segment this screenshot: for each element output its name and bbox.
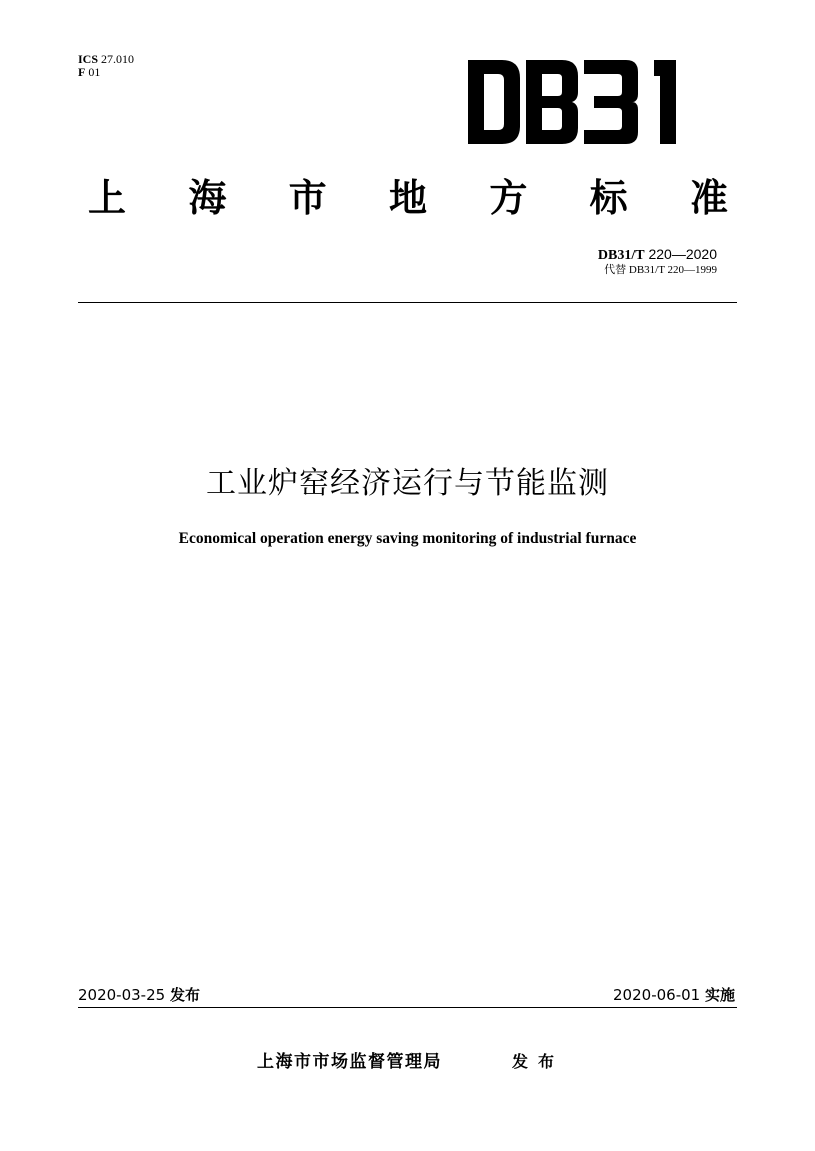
issuing-authority: 上海市市场监督管理局 <box>257 1052 442 1072</box>
banner-char: 海 <box>188 176 227 220</box>
issue-action: 发布 <box>512 1052 565 1071</box>
standard-number-prefix: DB31/T <box>597 248 645 263</box>
banner-char: 方 <box>489 176 528 220</box>
standard-number <box>598 246 717 264</box>
document-title-english: Economical operation energy saving monitoring of industrial furnace <box>178 530 637 547</box>
ccs-label: F <box>78 65 86 79</box>
document-title: 工业炉窑经济运行与节能监测 <box>206 466 609 501</box>
ics-label: ICS <box>78 52 99 66</box>
ics-code: 27.010 <box>101 52 135 66</box>
banner-char: 标 <box>589 176 628 220</box>
publish-label: 发布 <box>169 986 200 1004</box>
implement-date: 2020-06-01 <box>613 986 701 1004</box>
publish-date-block <box>78 984 200 1005</box>
classification-codes <box>78 53 134 79</box>
ccs-code: 01 <box>88 65 101 79</box>
banner-char: 上 <box>88 176 127 220</box>
banner-char: 市 <box>288 176 327 220</box>
bottom-divider <box>78 1007 737 1008</box>
replaces-standard: 代替 DB31/T 220—1999 <box>604 264 717 276</box>
ccs-line <box>78 66 134 79</box>
standard-number-block <box>598 246 717 277</box>
implement-date-block <box>613 984 735 1005</box>
standard-type-banner <box>88 167 728 222</box>
banner-char: 准 <box>689 176 728 220</box>
db31-logo <box>468 60 692 144</box>
publish-date: 2020-03-25 <box>78 986 166 1004</box>
implement-label: 实施 <box>704 986 735 1004</box>
top-divider <box>78 302 737 303</box>
banner-char: 地 <box>388 176 427 220</box>
standard-number-rest: 220—2020 <box>648 246 717 262</box>
